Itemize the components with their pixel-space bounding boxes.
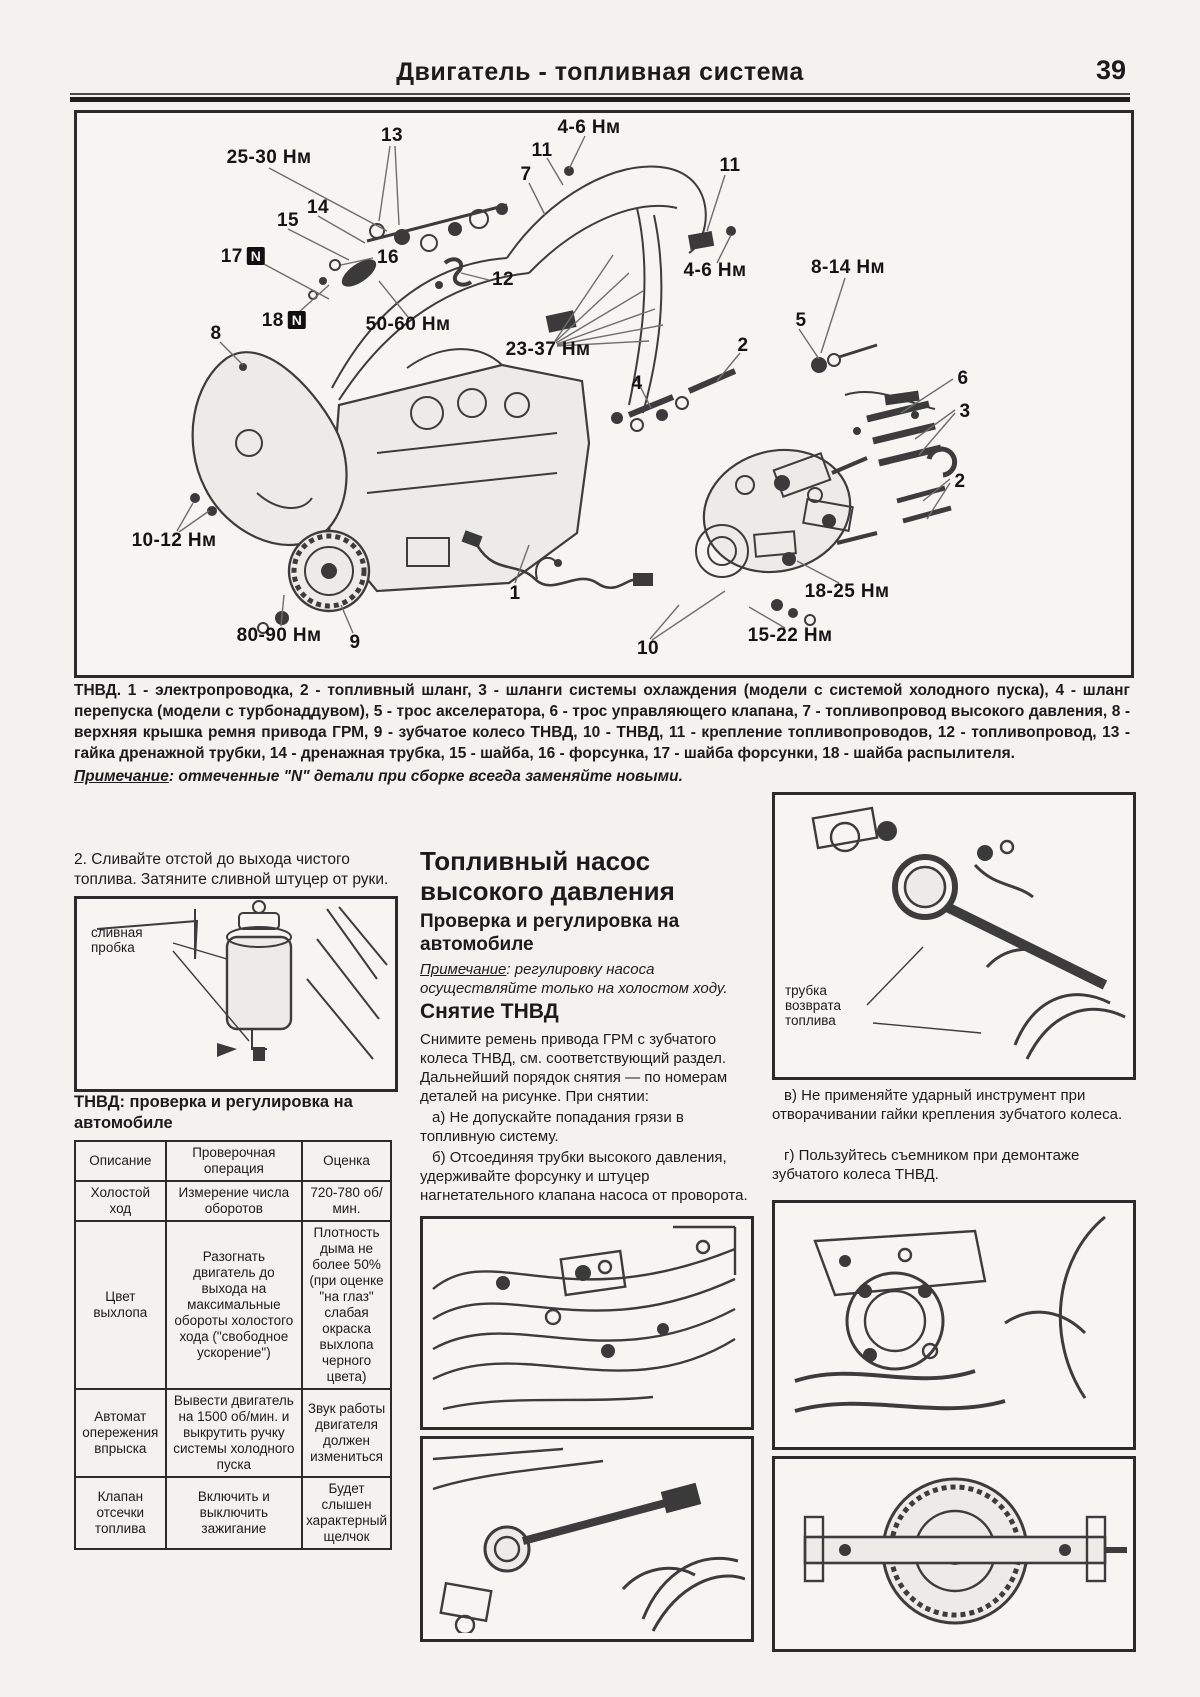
check-table-title: ТНВД: проверка и регулировка на автомобиле xyxy=(74,1093,353,1132)
pulley-holder-illustration xyxy=(772,1456,1136,1652)
diagram-part-label: 17 N xyxy=(221,246,265,268)
engine-closeup-art xyxy=(775,1203,1127,1441)
table-cell: Холостой ход xyxy=(75,1181,166,1221)
pulley-holder-art xyxy=(775,1459,1127,1643)
diagram-part-label: 14 xyxy=(307,197,329,218)
page-title: Двигатель - топливная система xyxy=(396,58,804,86)
diagram-part-label: 8 xyxy=(210,323,222,344)
diagram-part-label: 16 xyxy=(377,247,399,268)
table-cell: Включить и выключить зажигание xyxy=(166,1477,302,1549)
diagram-part-label: 11 xyxy=(719,155,741,176)
new-part-marker: N xyxy=(288,311,307,329)
pipes-art xyxy=(423,1219,745,1421)
table-header-cell: Оценка xyxy=(302,1141,391,1181)
diagram-note xyxy=(74,768,1130,786)
diagram-part-label: 1 xyxy=(509,583,521,604)
diagram-part-label: 3 xyxy=(959,401,971,422)
note-text: : отмеченные "N" детали при сборке всегда заменяйте новыми. xyxy=(168,768,683,785)
pump-nut-illustration xyxy=(772,792,1136,1080)
table-cell: Клапан отсечки топлива xyxy=(75,1477,166,1549)
fuel-filter-illustration xyxy=(74,896,398,1092)
middle-note xyxy=(420,960,750,998)
table-row xyxy=(75,1181,391,1221)
table-cell: Звук работы двигателя должен измениться xyxy=(302,1389,391,1477)
table-row xyxy=(75,1389,391,1477)
removal-paragraph: Снимите ремень привода ГРМ с зубчатого колеса ТНВД, см. соответствующий раздел. Дальнейший порядок снятия — по номерам деталей на рисунке. При снятии: xyxy=(420,1031,728,1105)
engine-closeup-illustration xyxy=(772,1200,1136,1450)
header-rule-thick xyxy=(70,97,1130,102)
diagram-part-label: 25-30 Нм xyxy=(226,147,312,168)
diagram-part-label: 4-6 Нм xyxy=(557,117,621,138)
header-rule-thin xyxy=(70,93,1130,95)
diagram-part-label: 15-22 Нм xyxy=(747,625,833,646)
diagram-part-label: 2 xyxy=(737,335,749,356)
table-cell: Автомат опережения впрыска xyxy=(75,1389,166,1477)
table-header-cell: Проверочная операция xyxy=(166,1141,302,1181)
diagram-part-label: 50-60 Нм xyxy=(365,314,451,335)
wrench-illustration xyxy=(420,1436,754,1642)
exploded-diagram-art xyxy=(77,113,1125,669)
diagram-caption: ТНВД. 1 - электропроводка, 2 - топливный шланг, 3 - шланги системы охлаждения (модели с системой холодного пуска), 4 - шланг перепуска (модели с турбонаддувом), 5 - трос акселератора, 6 - трос управляющего клапана, 7 - топливопровод высокого давления, 8 - верхняя крышка ремня привода ГРМ, 9 - зубчатое колесо ТНВД, 10 - ТНВД, 11 - крепление топливопроводов, 12 - топливопровод, 13 - гайка дренажной трубки, 14 - дренажная трубка, 15 - шайба, 16 - форсунка, 17 - шайба форсунки, 18 - шайба распылителя. xyxy=(74,682,1130,762)
check-table xyxy=(74,1140,392,1550)
caution-item-v: в) Не применяйте ударный инструмент при отворачивании гайки крепления зубчатого колеса. xyxy=(772,1087,1123,1123)
caution-item-g: г) Пользуйтесь съемником при демонтаже зубчатого колеса ТНВД. xyxy=(772,1147,1080,1183)
table-cell: Будет слышен характерный щелчок xyxy=(302,1477,391,1549)
table-cell: Вывести двигатель на 1500 об/мин. и выкрутить ручку системы холодного пуска xyxy=(166,1389,302,1477)
diagram-part-label: 80-90 Нм xyxy=(236,625,322,646)
diagram-part-label: 9 xyxy=(349,632,361,653)
diagram-part-label: 18 N xyxy=(262,310,306,332)
return-pipe-label: трубка возврата топлива xyxy=(785,983,841,1028)
exploded-diagram xyxy=(74,110,1134,678)
page-number: 39 xyxy=(1095,55,1126,85)
section-heading: Топливный насос высокого давления xyxy=(420,846,675,906)
table-header-cell: Описание xyxy=(75,1141,166,1181)
diagram-part-label: 4-6 Нм xyxy=(683,260,747,281)
note-label: Примечание xyxy=(420,961,507,978)
table-row xyxy=(75,1477,391,1549)
diagram-part-label: 10-12 Нм xyxy=(131,530,217,551)
diagram-part-label: 13 xyxy=(381,125,403,146)
table-cell: Цвет выхлопа xyxy=(75,1221,166,1389)
table-cell: Разогнать двигатель до выхода на максимальные обороты холостого хода ("свободное ускорение") xyxy=(166,1221,302,1389)
table-cell: Плотность дыма не более 50% (при оценке "на глаз" слабая окраска выхлопа черного цвета) xyxy=(302,1221,391,1389)
removal-heading: Снятие ТНВД xyxy=(420,1000,559,1023)
diagram-part-label: 18-25 Нм xyxy=(804,581,890,602)
diagram-part-label: 12 xyxy=(492,269,514,290)
new-part-marker: N xyxy=(247,247,266,265)
drain-instruction-text: 2. Сливайте отстой до выхода чистого топлива. Затяните сливной штуцер от руки. xyxy=(74,851,389,888)
diagram-part-label: 4 xyxy=(631,373,643,394)
table-row xyxy=(75,1221,391,1389)
note-text: : регулировку насоса осуществляйте только на холостом ходу. xyxy=(420,961,728,997)
diagram-part-label: 2 xyxy=(954,471,966,492)
removal-item-a: а) Не допускайте попадания грязи в топливную систему. xyxy=(420,1109,684,1145)
diagram-part-label: 23-37 Нм xyxy=(505,339,591,360)
wrench-art xyxy=(423,1439,745,1633)
pump-nut-art xyxy=(775,795,1127,1071)
diagram-part-label: 15 xyxy=(277,210,299,231)
subsection-heading: Проверка и регулировка на автомобиле xyxy=(420,911,680,955)
note-label: Примечание xyxy=(74,768,169,785)
diagram-part-label: 11 xyxy=(531,140,553,161)
diagram-part-label: 8-14 Нм xyxy=(811,257,885,278)
diagram-part-label: 7 xyxy=(520,164,532,185)
drain-plug-label: сливная пробка xyxy=(91,925,143,955)
pipes-illustration xyxy=(420,1216,754,1430)
table-header-row xyxy=(75,1141,391,1181)
diagram-part-label: 10 xyxy=(637,638,659,659)
table-cell: Измерение числа оборотов xyxy=(166,1181,302,1221)
removal-item-b: б) Отсоединяя трубки высокого давления, удерживайте форсунку и штуцер нагнетательного клапана насоса от проворота. xyxy=(420,1149,748,1204)
table-cell: 720-780 об/мин. xyxy=(302,1181,391,1221)
diagram-part-label: 6 xyxy=(957,368,969,389)
diagram-part-label: 5 xyxy=(795,310,807,331)
